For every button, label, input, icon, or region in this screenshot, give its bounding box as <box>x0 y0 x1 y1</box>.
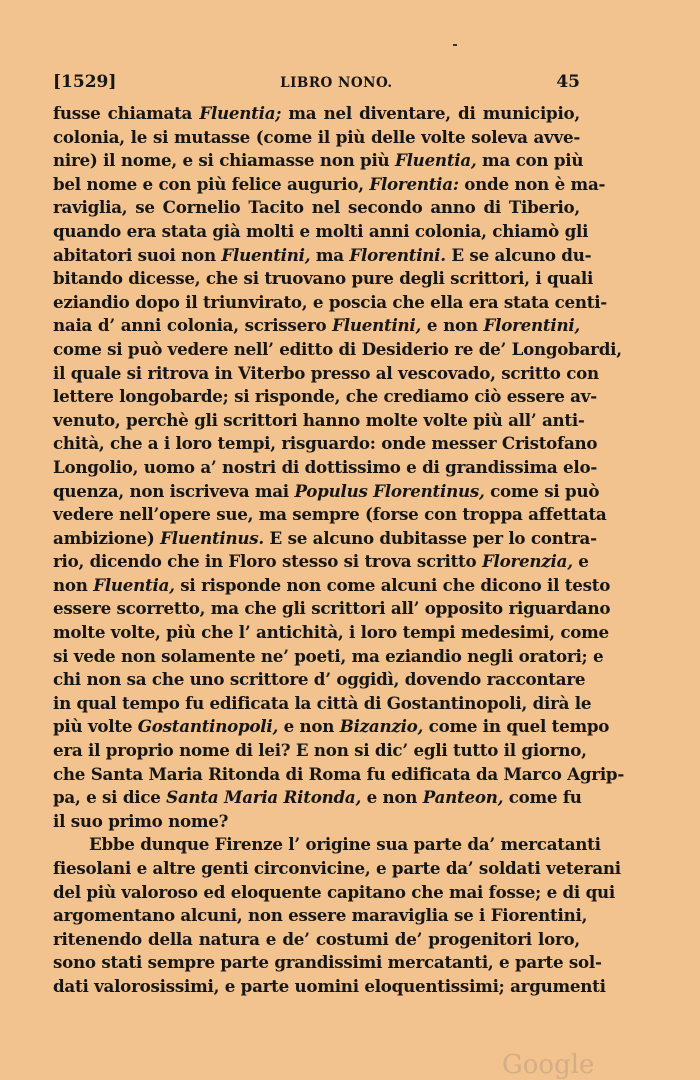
text-segment: eziandio dopo il triunvirato, e poscia che ella era stata centi- <box>53 291 607 312</box>
text-segment: chità, che a i loro tempi, risguardo: onde messer Cristofano <box>53 433 598 454</box>
italic-text: Gostantinopoli, <box>137 716 279 737</box>
text-segment: era il proprio nome di lei? E non si dic’ egli tutto il giorno, <box>53 740 587 761</box>
text-line <box>53 244 592 268</box>
text-line <box>53 621 609 645</box>
text-segment: il suo primo nome? <box>53 810 229 831</box>
text-line <box>53 480 600 504</box>
text-segment: abitatori suoi non <box>53 244 222 265</box>
text-line <box>53 173 606 197</box>
text-line <box>53 314 580 338</box>
text-segment: e <box>572 551 589 572</box>
italic-text: Fluentia, <box>93 574 175 595</box>
text-segment: ambizione) <box>53 527 161 548</box>
text-line <box>53 432 598 456</box>
body-text <box>53 102 625 999</box>
text-segment: quando era stata già molti e molti anni colonia, chiamò gli <box>53 220 589 241</box>
text-segment: come si può <box>484 480 600 501</box>
text-line <box>53 810 580 834</box>
text-segment: E se alcuno du- <box>445 244 592 265</box>
text-segment: quenza, non iscriveva mai <box>53 480 295 501</box>
header-year: [1529] <box>53 72 117 92</box>
text-line <box>53 951 602 975</box>
text-segment: il quale si ritrova in Viterbo presso al vescovado, scritto con <box>53 362 599 383</box>
text-line <box>53 857 621 881</box>
text-line <box>53 692 592 716</box>
text-line <box>53 904 588 928</box>
text-line <box>53 102 580 126</box>
header-title: LIBRO NONO. <box>280 75 393 91</box>
text-segment: ma nel diventare, di municipio, <box>281 103 580 123</box>
text-line <box>53 668 586 692</box>
text-line <box>53 126 580 150</box>
text-segment: rio, dicendo che in Floro stesso si trova scritto <box>53 551 482 572</box>
italic-text: Florentini. <box>349 244 446 265</box>
text-line <box>53 763 625 787</box>
text-segment: e non <box>361 787 423 808</box>
text-segment: nire) il nome, e si chiamasse non più <box>53 150 395 171</box>
text-segment: in qual tempo fu edificata la città di Gostantinopoli, dirà le <box>53 692 592 713</box>
text-segment: come in quel tempo <box>423 716 610 737</box>
text-line <box>53 291 607 315</box>
text-segment: chi non sa che uno scrittore d’ oggidì, dovendo raccontare <box>53 669 586 690</box>
text-segment: E se alcuno dubitasse per lo contra- <box>263 527 597 548</box>
text-line <box>53 362 599 386</box>
text-segment: che Santa Maria Ritonda di Roma fu edificata da Marco Agrip- <box>53 763 625 784</box>
text-segment: raviglia, se Cornelio Tacito nel secondo anno di Tiberio, <box>53 197 580 218</box>
text-segment: ma <box>310 244 350 265</box>
google-watermark: Google <box>502 1050 595 1080</box>
text-line <box>53 220 589 244</box>
text-segment: ritenendo della natura e de’ costumi de’ progenitori loro, <box>53 928 580 949</box>
text-segment: onde non è ma- <box>458 173 606 194</box>
text-segment: Ebbe dunque Firenze l’ origine sua parte da’ mercatanti <box>89 834 601 855</box>
running-header <box>53 72 580 102</box>
text-line <box>53 267 594 291</box>
text-segment: si vede non solamente ne’ poeti, ma eziandio negli oratori; e <box>53 645 604 666</box>
text-line <box>53 149 584 173</box>
italic-text: Florentini, <box>483 315 580 336</box>
text-segment: pa, e si dice <box>53 787 167 808</box>
text-line <box>53 597 611 621</box>
italic-text: Panteon, <box>422 787 504 808</box>
text-segment: sono stati sempre parte grandissimi mercatanti, e parte sol- <box>53 952 602 973</box>
italic-text: Fluentini, <box>332 315 422 336</box>
text-segment: fusse chiamata <box>53 103 200 123</box>
text-line <box>53 739 587 763</box>
text-line <box>53 409 585 433</box>
italic-text: Santa Maria Ritonda, <box>166 787 362 808</box>
italic-text: Florentia: <box>369 173 459 194</box>
text-line <box>53 975 606 999</box>
text-segment: e non <box>421 315 484 336</box>
text-segment: vedere nell’opere sue, ma sempre (forse con troppa affettata <box>53 504 607 525</box>
text-line <box>53 550 589 574</box>
text-line <box>53 786 580 810</box>
italic-text: Bizanzio, <box>339 716 424 737</box>
text-line <box>53 881 615 905</box>
book-page <box>53 72 625 999</box>
text-line <box>53 527 597 551</box>
text-segment: Longolio, uomo a’ nostri di dottissimo e di grandissima elo- <box>53 456 597 477</box>
text-line <box>53 645 604 669</box>
text-line <box>53 833 601 857</box>
text-segment: fiesolani e altre genti circonvicine, e parte da’ soldati veterani <box>53 858 621 878</box>
text-line <box>53 456 597 480</box>
text-line <box>53 503 607 527</box>
text-segment: si risponde non come alcuni che dicono il testo <box>174 574 611 595</box>
italic-text: Florenzia, <box>481 551 573 572</box>
italic-text: Fluentinus. <box>160 527 264 548</box>
text-segment: naia d’ anni colonia, scrissero <box>53 315 333 336</box>
text-segment: non <box>53 574 94 595</box>
text-line <box>53 196 580 220</box>
text-line <box>53 338 622 362</box>
page-number: 45 <box>556 72 580 92</box>
text-line <box>53 928 580 952</box>
text-segment: colonia, le si mutasse (come il più delle volte soleva avve- <box>53 126 580 147</box>
text-line <box>53 574 611 598</box>
text-segment: del più valoroso ed eloquente capitano che mai fosse; e di qui <box>53 881 615 902</box>
italic-text: Fluentini, <box>221 244 311 265</box>
text-segment: molte volte, più che l’ antichità, i loro tempi medesimi, come <box>53 622 609 643</box>
text-segment: lettere longobarde; si risponde, che crediamo ciò essere av- <box>53 386 597 407</box>
text-segment: più volte <box>53 716 138 737</box>
text-segment: ma con più <box>476 150 584 171</box>
text-segment: come si può vedere nell’ editto di Desiderio re de’ Longobardi, <box>53 338 622 359</box>
text-segment: bel nome e con più felice augurio, <box>53 173 370 194</box>
ink-speck <box>453 44 457 46</box>
italic-text: Fluentia; <box>199 103 282 123</box>
text-segment: venuto, perchè gli scrittori hanno molte volte più all’ anti- <box>53 409 585 430</box>
text-segment: e non <box>278 716 340 737</box>
text-segment: bitando dicesse, che si truovano pure degli scrittori, i quali <box>53 268 594 289</box>
text-segment: argomentano alcuni, non essere maraviglia se i Fiorentini, <box>53 905 588 926</box>
text-segment: essere scorretto, ma che gli scrittori all’ opposito riguardano <box>53 598 611 619</box>
text-segment: dati valorosissimi, e parte uomini eloquentissimi; argumenti <box>53 975 606 996</box>
text-line <box>53 385 597 409</box>
text-line <box>53 715 610 739</box>
text-segment: come fu <box>503 787 582 808</box>
italic-text: Populus Florentinus, <box>294 480 485 501</box>
italic-text: Fluentia, <box>395 150 477 171</box>
